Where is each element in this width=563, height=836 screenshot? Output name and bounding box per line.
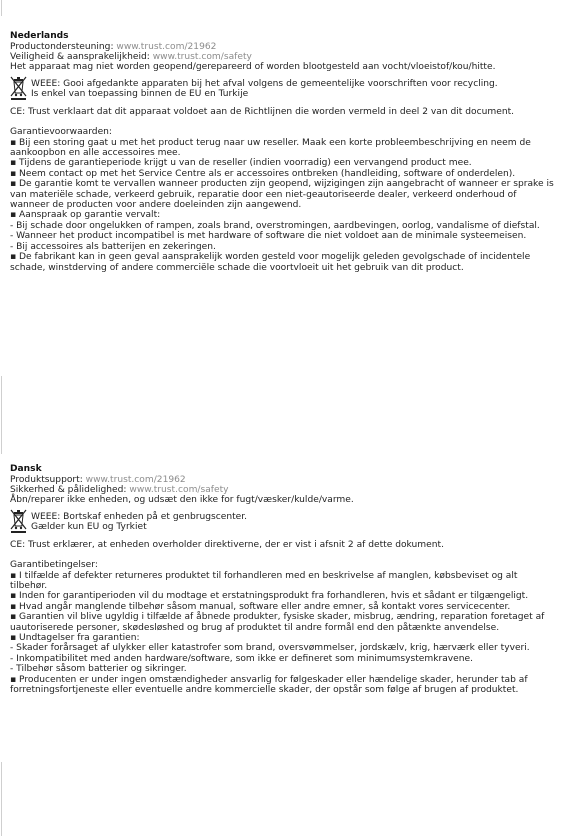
warranty-heading: Garantibetingelser: bbox=[10, 560, 98, 571]
weee-text: WEEE: Bortskaf enheden på et genbrugscenter. bbox=[31, 511, 248, 522]
warranty-item: ▪ De garantie komt te vervallen wanneer producten zijn geopend, wijzigingen zijn aangebracht of wanneer er sprake is van materiële schade, verkeerd gebruik, reparatie door een niet-geautoriseerde dealer, verkeerd onderhoud of wanneer de producten voor andere doeleinden zijn aangewend. bbox=[10, 179, 554, 211]
warranty-item: - Bij accessoires als batterijen en zekeringen. bbox=[10, 241, 216, 252]
warranty-item: ▪ Garantien vil blive ugyldig i tilfælde af åbnede produkter, fysiske skader, misbrug, ændring, reparation foretaget af uautoriserede personer, skødesløshed og brug af produktet til andre formål end den påtænkte anvendelse. bbox=[10, 612, 545, 633]
warranty-item: ▪ Tijdens de garantieperiode krijgt u van de reseller (indien voorradig) een vervangend product mee. bbox=[10, 158, 472, 169]
support-link[interactable]: www.trust.com/21962 bbox=[116, 41, 217, 52]
weee-text: WEEE: Gooi afgedankte apparaten bij het afval volgens de gemeentelijke voorschriften voor recycling. bbox=[31, 78, 498, 89]
spacer bbox=[10, 117, 557, 127]
warranty-item: ▪ Producenten er under ingen omstændigheder ansvarlig for følgeskader eller hændelige skader, herunder tab af forretningsfortjeneste eller eventuelle andre kommercielle skader, der opstår som følge af brugen af produktet. bbox=[10, 674, 528, 696]
warranty-item: - Tilbehør såsom batterier og sikringer. bbox=[10, 664, 187, 675]
support-link[interactable]: www.trust.com/21962 bbox=[85, 474, 186, 485]
support-label: Productondersteuning: bbox=[10, 41, 117, 52]
support-line bbox=[10, 475, 557, 485]
safety-link[interactable]: www.trust.com/safety bbox=[129, 485, 229, 495]
ce-text: CE: Trust erklærer, at enheden overholder direktiverne, der er vist i afsnit 2 af dette dokument. bbox=[10, 539, 444, 550]
safety-line bbox=[10, 485, 557, 495]
weee-bin-icon bbox=[10, 509, 27, 533]
safety-link[interactable]: www.trust.com/safety bbox=[152, 52, 252, 62]
warning-text: Åbn/reparer ikke enheden, og udsæt den ikke for fugt/væsker/kulde/varme. bbox=[10, 495, 354, 506]
margin-rule-bottom bbox=[1, 762, 2, 836]
warranty-item: - Bij schade door ongelukken of rampen, zoals brand, overstromingen, aardbevingen, oorlog, vandalisme of diefstal. bbox=[10, 220, 540, 231]
weee-note: Is enkel van toepassing binnen de EU en Turkije bbox=[31, 89, 249, 100]
warranty-item: ▪ Undtagelser fra garantien: bbox=[10, 633, 140, 644]
warranty-item: ▪ I tilfælde af defekter returneres produktet til forhandleren med en beskrivelse af manglen, købsbeviset og alt tilbehør. bbox=[10, 570, 518, 592]
section-title: Nederlands bbox=[10, 31, 69, 41]
section-dansk bbox=[10, 464, 557, 696]
warranty-item: - Wanneer het product incompatibel is met hardware of software die niet voldoet aan de minimale systeemeisen. bbox=[10, 231, 527, 242]
section-title: Dansk bbox=[10, 464, 42, 474]
weee-block bbox=[10, 76, 557, 107]
warranty-item: ▪ Hvad angår manglende tilbehør såsom manual, software eller andre emner, så kontakt vores servicecenter. bbox=[10, 601, 511, 612]
ce-text: CE: Trust verklaart dat dit apparaat voldoet aan de Richtlijnen die worden vermeld in deel 2 van dit document. bbox=[10, 106, 515, 117]
warranty-item: - Skader forårsaget af ulykker eller katastrofer som brand, oversvømmelser, jordskælv, krig, hærværk eller tyveri. bbox=[10, 643, 530, 654]
warranty-item: - Inkompatibilitet med anden hardware/software, som ikke er defineret som minimumsystemkravene. bbox=[10, 653, 474, 664]
warranty-item: ▪ Neem contact op met het Service Centre als er accessoires ontbreken (handleiding, software of onderdelen). bbox=[10, 168, 516, 179]
warranty-heading: Garantievoorwaarden: bbox=[10, 127, 112, 138]
safety-label: Sikkerhed & pålidelighed: bbox=[10, 485, 130, 495]
warning-text: Het apparaat mag niet worden geopend/gerepareerd of worden blootgesteld aan vocht/vloeistof/kou/hitte. bbox=[10, 62, 496, 73]
safety-label: Veiligheid & aansprakelijkheid: bbox=[10, 52, 153, 62]
support-line bbox=[10, 42, 557, 52]
warranty-item: ▪ Aanspraak op garantie vervalt: bbox=[10, 210, 161, 221]
weee-block bbox=[10, 509, 557, 540]
weee-note: Gælder kun EU og Tyrkiet bbox=[31, 522, 147, 533]
warranty-item: ▪ Inden for garantiperioden vil du modtage et erstatningsprodukt fra forhandleren, hvis et sådant er tilgængeligt. bbox=[10, 591, 529, 602]
spacer bbox=[10, 550, 557, 560]
section-nederlands bbox=[10, 31, 557, 273]
support-label: Produktsupport: bbox=[10, 474, 86, 485]
weee-bin-icon bbox=[10, 76, 27, 100]
safety-line bbox=[10, 52, 557, 62]
margin-rule-middle bbox=[1, 376, 2, 454]
warranty-item: ▪ Bij een storing gaat u met het product terug naar uw reseller. Maak een korte probleembeschrijving en neem de aankoopbon en alle accessoires mee. bbox=[10, 137, 531, 159]
warranty-item: ▪ De fabrikant kan in geen geval aansprakelijk worden gesteld voor mogelijk geleden gevolgschade of incidentele schade, winstderving of andere commerciële schade die voortvloeit uit het gebruik van dit product. bbox=[10, 252, 531, 273]
margin-rule-top bbox=[1, 0, 2, 16]
